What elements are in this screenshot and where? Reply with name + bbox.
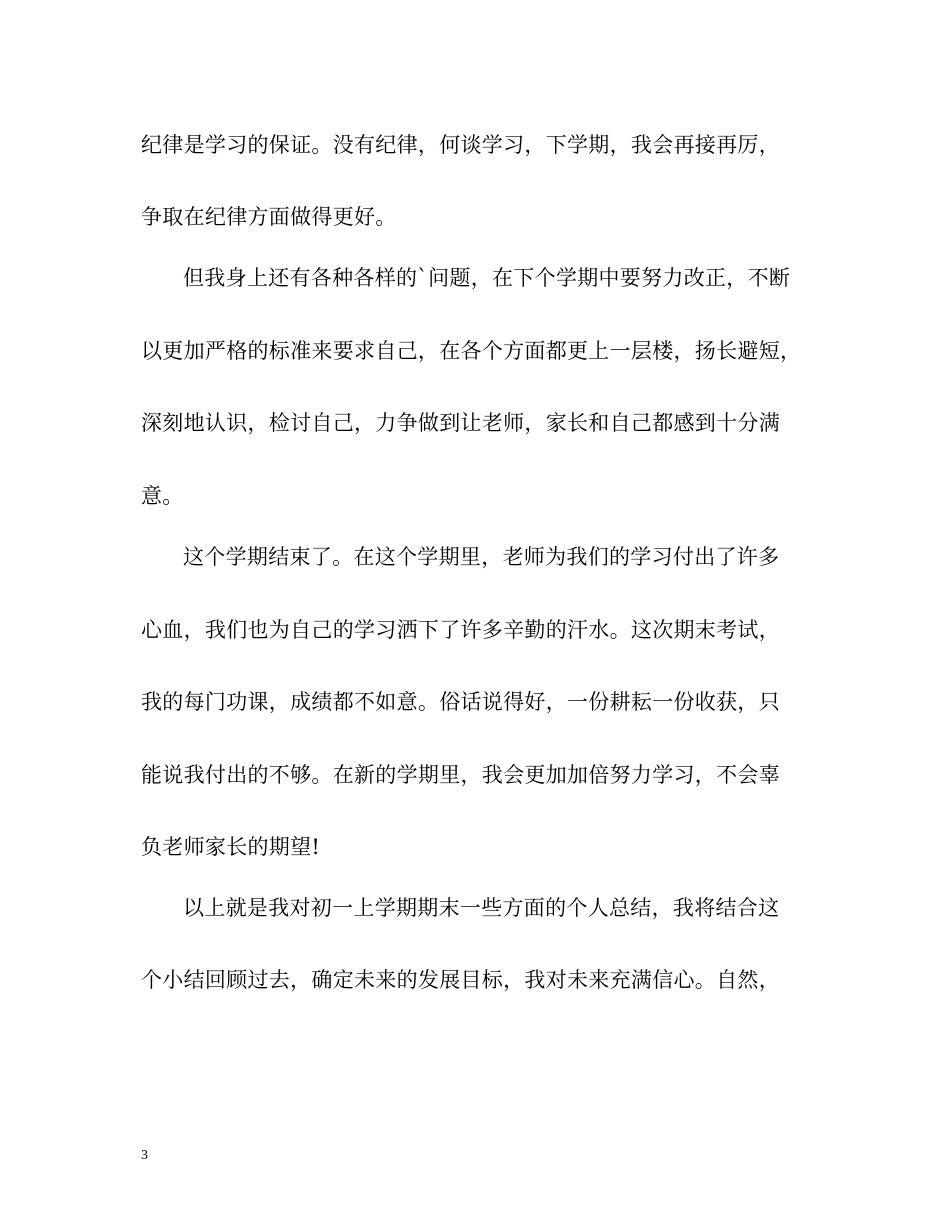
text-line: 意。 [141, 484, 184, 508]
text-line: 争取在纪律方面做得更好。 [141, 205, 397, 229]
text-line: 个小结回顾过去，确定未来的发展目标，我对未来充满信心。自然， [141, 968, 780, 992]
paragraph-first-line: 以上就是我对初一上学期期末一些方面的个人总结，我将结合这 [183, 896, 780, 920]
text-line: 深刻地认识，检讨自己，力争做到让老师，家长和自己都感到十分满 [141, 411, 780, 435]
text-line: 以更加严格的标准来要求自己，在各个方面都更上一层楼，扬长避短， [141, 339, 802, 363]
text-line: 负老师家长的期望! [141, 835, 321, 859]
paragraph-first-line: 但我身上还有各种各样的`问题，在下个学期中要努力改正，不断 [183, 266, 791, 290]
text-line: 心血，我们也为自己的学习洒下了许多辛勤的汗水。这次期末考试， [141, 618, 780, 642]
text-line: 我的每门功课，成绩都不如意。俗话说得好，一份耕耘一份收获，只 [141, 690, 780, 714]
text-line: 能说我付出的不够。在新的学期里，我会更加加倍努力学习，不会辜 [141, 763, 780, 787]
text-line: 纪律是学习的保证。没有纪律，何谈学习，下学期，我会再接再厉， [141, 133, 780, 157]
paragraph-first-line: 这个学期结束了。在这个学期里，老师为我们的学习付出了许多 [183, 545, 780, 569]
page-number: 3 [141, 1148, 148, 1163]
